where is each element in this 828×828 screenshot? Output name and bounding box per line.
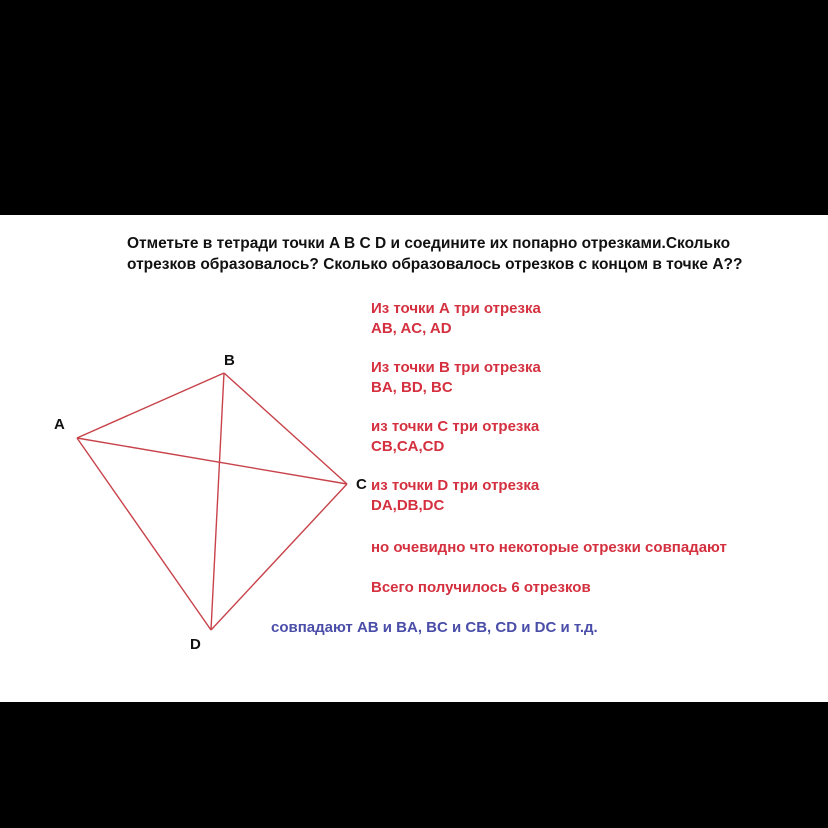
vertex-label-c: C: [356, 476, 367, 493]
answer-segments: BA, BD, BC: [371, 379, 453, 396]
answer-group-a: [371, 299, 811, 339]
answer-group-d: [371, 476, 811, 516]
coincidence-note: но очевидно что некоторые отрезки совпадают: [371, 539, 727, 556]
answer-segments: CB,CA,CD: [371, 438, 445, 455]
vertex-label-b: B: [224, 352, 235, 369]
answer-heading: Из точки В три отрезка: [371, 359, 541, 376]
vertex-label-d: D: [190, 636, 201, 653]
question-line: отрезков образовалось? Сколько образовалось отрезков с концом в точке А??: [127, 256, 743, 273]
segment-ab: [77, 373, 224, 438]
image-canvas: [0, 215, 828, 702]
vertex-label-a: A: [54, 416, 65, 433]
matching-pairs: совпадают AB и BA, BC и CB, CD и DC и т.д.: [271, 619, 598, 636]
answer-segments: DA,DB,DC: [371, 497, 445, 514]
answer-heading: из точки D три отрезка: [371, 477, 540, 494]
answer-segments: AB, AC, AD: [371, 320, 452, 337]
segment-ac: [77, 438, 347, 484]
segment-cd: [211, 484, 347, 630]
segment-bc: [224, 373, 347, 484]
answer-group-c: [371, 417, 811, 457]
total-count: Всего получилось 6 отрезков: [371, 579, 591, 596]
answer-group-b: [371, 358, 811, 398]
segment-ad: [77, 438, 211, 630]
answer-heading: Из точки А три отрезка: [371, 300, 541, 317]
segment-bd: [211, 373, 224, 630]
question-line: Отметьте в тетради точки A B C D и соедините их попарно отрезками.Сколько: [127, 235, 731, 252]
answer-heading: из точки С три отрезка: [371, 418, 540, 435]
answer-list: [371, 299, 811, 535]
segments: [77, 373, 347, 630]
